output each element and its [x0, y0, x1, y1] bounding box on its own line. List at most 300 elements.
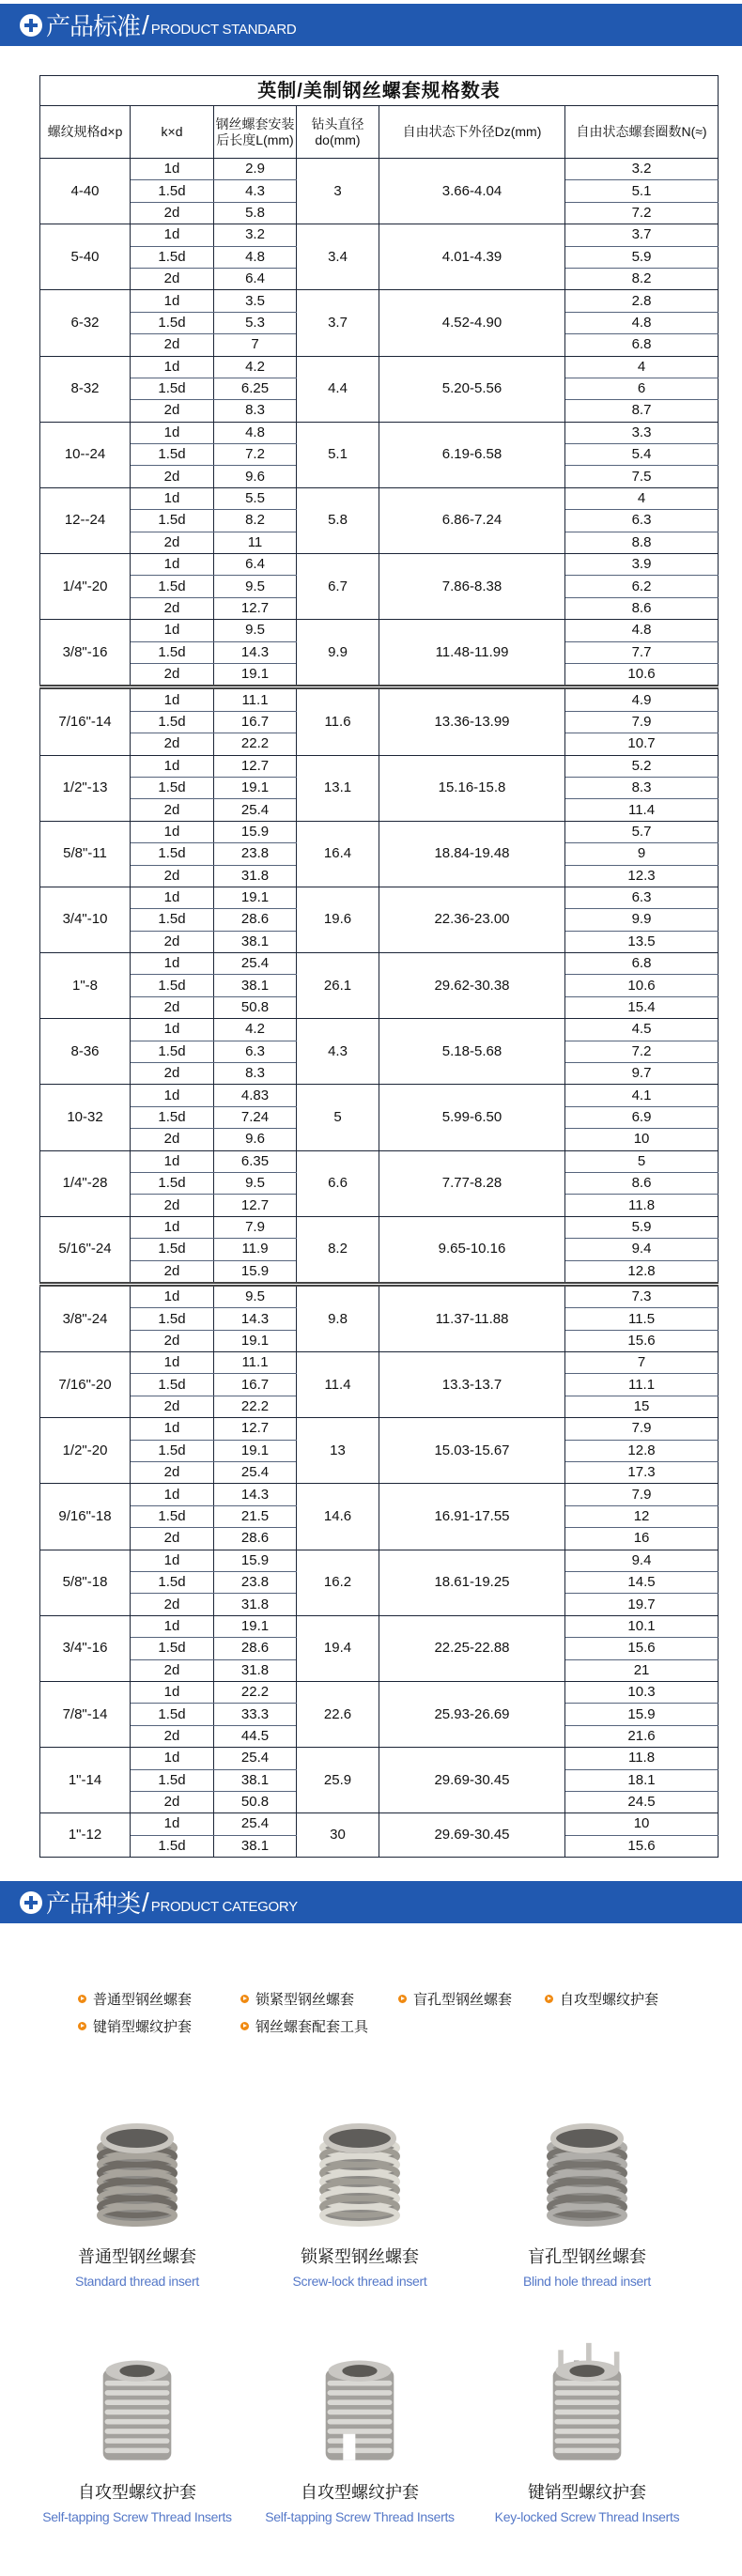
kd-cell: 1d — [131, 224, 214, 246]
coil-count-cell: 5.9 — [565, 1216, 719, 1238]
product-card[interactable] — [474, 2110, 700, 2289]
length-cell: 4.2 — [214, 1019, 297, 1041]
thread-spec-cell: 4-40 — [40, 159, 131, 224]
length-cell: 25.4 — [214, 1813, 297, 1835]
drill-diameter-cell: 30 — [297, 1813, 379, 1858]
table-row — [40, 159, 719, 180]
kd-cell: 1d — [131, 1550, 214, 1571]
section-title-en: PRODUCT STANDARD — [150, 22, 297, 38]
drill-diameter-cell: 5 — [297, 1085, 379, 1150]
length-cell: 22.2 — [214, 1396, 297, 1417]
drill-diameter-cell: 3.7 — [297, 290, 379, 356]
table-row — [40, 887, 719, 908]
length-cell: 12.7 — [214, 755, 297, 777]
thread-spec-cell: 8-36 — [40, 1019, 131, 1085]
product-name-cn: 盲孔型钢丝螺套 — [528, 2247, 646, 2266]
wire-coil-insert-lock-icon — [247, 2110, 472, 2232]
kd-cell: 1.5d — [131, 444, 214, 466]
product-standard-header — [0, 4, 742, 46]
kd-cell: 1d — [131, 1813, 214, 1835]
kd-cell: 1d — [131, 159, 214, 180]
length-cell: 7.24 — [214, 1106, 297, 1128]
plus-circle-icon — [20, 1891, 42, 1914]
table-row — [40, 1085, 719, 1106]
product-card[interactable] — [247, 2110, 472, 2289]
kd-cell: 2d — [131, 1063, 214, 1085]
coil-count-cell: 8.6 — [565, 597, 719, 619]
outer-diameter-cell: 13.36-13.99 — [379, 687, 565, 755]
spec-table — [39, 75, 719, 1858]
outer-diameter-cell: 3.66-4.04 — [379, 159, 565, 224]
drill-diameter-cell: 16.2 — [297, 1550, 379, 1615]
category-link-label: 自攻型螺纹护套 — [560, 1992, 659, 2008]
coil-count-cell: 15.6 — [565, 1638, 719, 1659]
thread-spec-cell: 3/8"-16 — [40, 620, 131, 687]
drill-diameter-cell: 6.7 — [297, 554, 379, 620]
table-row — [40, 687, 719, 711]
length-cell: 6.4 — [214, 554, 297, 576]
length-cell: 31.8 — [214, 1594, 297, 1615]
coil-count-cell: 4.9 — [565, 687, 719, 711]
coil-count-cell: 7.9 — [565, 1484, 719, 1505]
table-row — [40, 1352, 719, 1374]
coil-count-cell: 8.6 — [565, 1172, 719, 1194]
kd-cell: 2d — [131, 996, 214, 1018]
drill-diameter-cell: 19.6 — [297, 887, 379, 952]
length-cell: 28.6 — [214, 1528, 297, 1550]
coil-count-cell: 10.3 — [565, 1681, 719, 1703]
drill-diameter-cell: 22.6 — [297, 1681, 379, 1747]
kd-cell: 2d — [131, 1462, 214, 1484]
product-card[interactable] — [474, 2341, 700, 2524]
thread-spec-cell: 5/8"-18 — [40, 1550, 131, 1615]
kd-cell: 2d — [131, 733, 214, 755]
length-cell: 7 — [214, 334, 297, 356]
coil-count-cell: 15.6 — [565, 1330, 719, 1351]
column-header: 自由状态螺套圈数N(≈) — [565, 106, 719, 159]
length-cell: 44.5 — [214, 1725, 297, 1747]
kd-cell: 1.5d — [131, 180, 214, 202]
length-cell: 22.2 — [214, 1681, 297, 1703]
outer-diameter-cell: 15.16-15.8 — [379, 755, 565, 821]
outer-diameter-cell: 29.69-30.45 — [379, 1813, 565, 1858]
coil-count-cell: 3.2 — [565, 159, 719, 180]
thread-spec-cell: 5/16"-24 — [40, 1216, 131, 1284]
coil-count-cell: 7 — [565, 1352, 719, 1374]
category-link-label: 键销型螺纹护套 — [93, 2019, 193, 2035]
kd-cell: 1d — [131, 1019, 214, 1041]
length-cell: 11 — [214, 532, 297, 553]
kd-cell: 1.5d — [131, 312, 214, 333]
wire-coil-insert-icon — [24, 2110, 250, 2232]
kd-cell: 1d — [131, 1418, 214, 1440]
coil-count-cell: 7.2 — [565, 1041, 719, 1062]
kd-cell: 2d — [131, 1791, 214, 1812]
kd-cell: 1d — [131, 422, 214, 443]
coil-count-cell: 6.2 — [565, 576, 719, 597]
length-cell: 15.9 — [214, 1260, 297, 1284]
kd-cell: 2d — [131, 334, 214, 356]
drill-diameter-cell: 14.6 — [297, 1484, 379, 1550]
length-cell: 12.7 — [214, 1195, 297, 1216]
kd-cell: 1.5d — [131, 975, 214, 996]
outer-diameter-cell: 7.77-8.28 — [379, 1150, 565, 1216]
table-row — [40, 755, 719, 777]
thread-spec-cell: 7/8"-14 — [40, 1681, 131, 1747]
thread-spec-cell: 10--24 — [40, 422, 131, 487]
coil-count-cell: 5.7 — [565, 821, 719, 842]
category-link[interactable] — [78, 1989, 192, 2009]
column-header: k×d — [131, 106, 214, 159]
drill-diameter-cell: 9.9 — [297, 620, 379, 687]
length-cell: 50.8 — [214, 996, 297, 1018]
outer-diameter-cell: 7.86-8.38 — [379, 554, 565, 620]
coil-count-cell: 11.8 — [565, 1195, 719, 1216]
length-cell: 12.7 — [214, 1418, 297, 1440]
product-name-cn: 自攻型螺纹护套 — [301, 2483, 419, 2502]
title-divider: / — [142, 9, 149, 39]
length-cell: 7.9 — [214, 1216, 297, 1238]
length-cell: 9.6 — [214, 1129, 297, 1150]
kd-cell: 2d — [131, 1594, 214, 1615]
length-cell: 6.35 — [214, 1150, 297, 1172]
kd-cell: 1.5d — [131, 1041, 214, 1062]
outer-diameter-cell: 6.86-7.24 — [379, 487, 565, 553]
table-row — [40, 1550, 719, 1571]
product-name-en: Self-tapping Screw Thread Inserts — [265, 2509, 455, 2524]
coil-count-cell: 3.3 — [565, 422, 719, 443]
kd-cell: 1d — [131, 554, 214, 576]
drill-diameter-cell: 11.4 — [297, 1352, 379, 1418]
length-cell: 38.1 — [214, 1769, 297, 1791]
kd-cell: 2d — [131, 663, 214, 686]
length-cell: 25.4 — [214, 799, 297, 821]
length-cell: 4.8 — [214, 422, 297, 443]
category-link[interactable] — [398, 1989, 512, 2009]
outer-diameter-cell: 25.93-26.69 — [379, 1681, 565, 1747]
drill-diameter-cell: 8.2 — [297, 1216, 379, 1284]
kd-cell: 2d — [131, 1195, 214, 1216]
coil-count-cell: 21.6 — [565, 1725, 719, 1747]
length-cell: 9.5 — [214, 620, 297, 641]
kd-cell: 1d — [131, 755, 214, 777]
coil-count-cell: 5.4 — [565, 444, 719, 466]
product-card[interactable] — [247, 2341, 472, 2524]
table-row — [40, 1748, 719, 1769]
product-card[interactable] — [24, 2110, 250, 2289]
kd-cell: 1.5d — [131, 1172, 214, 1194]
coil-count-cell: 6.3 — [565, 510, 719, 532]
drill-diameter-cell: 9.8 — [297, 1284, 379, 1351]
category-link-label: 普通型钢丝螺套 — [93, 1992, 193, 2008]
table-row — [40, 1484, 719, 1505]
table-row — [40, 1150, 719, 1172]
product-name-en: Key-locked Screw Thread Inserts — [494, 2509, 680, 2524]
coil-count-cell: 9.9 — [565, 909, 719, 931]
coil-count-cell: 3.7 — [565, 224, 719, 246]
product-category-header — [0, 1881, 742, 1923]
outer-diameter-cell: 18.61-19.25 — [379, 1550, 565, 1615]
drill-diameter-cell: 6.6 — [297, 1150, 379, 1216]
kd-cell: 2d — [131, 799, 214, 821]
length-cell: 3.2 — [214, 224, 297, 246]
kd-cell: 1d — [131, 953, 214, 975]
length-cell: 15.9 — [214, 821, 297, 842]
column-header: 自由状态下外径Dz(mm) — [379, 106, 565, 159]
outer-diameter-cell: 29.62-30.38 — [379, 953, 565, 1019]
kd-cell: 1d — [131, 1085, 214, 1106]
self-tapping-insert-icon — [24, 2341, 250, 2468]
length-cell: 28.6 — [214, 1638, 297, 1659]
coil-count-cell: 12.8 — [565, 1440, 719, 1461]
drill-diameter-cell: 25.9 — [297, 1748, 379, 1813]
title-divider: / — [142, 1887, 149, 1917]
length-cell: 38.1 — [214, 1835, 297, 1857]
outer-diameter-cell: 11.48-11.99 — [379, 620, 565, 687]
outer-diameter-cell: 9.65-10.16 — [379, 1216, 565, 1284]
length-cell: 19.1 — [214, 1330, 297, 1351]
coil-count-cell: 11.5 — [565, 1308, 719, 1330]
coil-count-cell: 19.7 — [565, 1594, 719, 1615]
drill-diameter-cell: 5.1 — [297, 422, 379, 487]
length-cell: 50.8 — [214, 1791, 297, 1812]
length-cell: 9.5 — [214, 1284, 297, 1307]
coil-count-cell: 8.3 — [565, 777, 719, 798]
thread-spec-cell: 3/8"-24 — [40, 1284, 131, 1351]
drill-diameter-cell: 3.4 — [297, 224, 379, 290]
kd-cell: 2d — [131, 1129, 214, 1150]
play-bullet-icon — [78, 2022, 86, 2030]
coil-count-cell: 12 — [565, 1505, 719, 1527]
product-card[interactable] — [24, 2341, 250, 2524]
coil-count-cell: 10.6 — [565, 975, 719, 996]
length-cell: 7.2 — [214, 444, 297, 466]
length-cell: 16.7 — [214, 1374, 297, 1396]
outer-diameter-cell: 22.36-23.00 — [379, 887, 565, 952]
product-name-en: Blind hole thread insert — [523, 2274, 651, 2289]
kd-cell: 1.5d — [131, 1704, 214, 1725]
kd-cell: 2d — [131, 202, 214, 224]
kd-cell: 2d — [131, 931, 214, 952]
length-cell: 38.1 — [214, 931, 297, 952]
play-bullet-icon — [78, 1995, 86, 2003]
drill-diameter-cell: 13 — [297, 1418, 379, 1484]
coil-count-cell: 4.1 — [565, 1085, 719, 1106]
kd-cell: 1.5d — [131, 510, 214, 532]
table-row — [40, 554, 719, 576]
kd-cell: 1d — [131, 487, 214, 509]
coil-count-cell: 10.1 — [565, 1615, 719, 1637]
coil-count-cell: 4 — [565, 356, 719, 378]
coil-count-cell: 2.8 — [565, 290, 719, 312]
coil-count-cell: 9.4 — [565, 1550, 719, 1571]
kd-cell: 1d — [131, 290, 214, 312]
kd-cell: 1.5d — [131, 1769, 214, 1791]
drill-diameter-cell: 4.4 — [297, 356, 379, 422]
coil-count-cell: 6.8 — [565, 953, 719, 975]
drill-diameter-cell: 5.8 — [297, 487, 379, 553]
outer-diameter-cell: 5.99-6.50 — [379, 1085, 565, 1150]
kd-cell: 1d — [131, 356, 214, 378]
kd-cell: 2d — [131, 1659, 214, 1681]
play-bullet-icon — [545, 1995, 553, 2003]
coil-count-cell: 9.7 — [565, 1063, 719, 1085]
table-row — [40, 1418, 719, 1440]
kd-cell: 1.5d — [131, 1572, 214, 1594]
length-cell: 19.1 — [214, 777, 297, 798]
category-link[interactable] — [545, 1989, 658, 2009]
length-cell: 19.1 — [214, 1615, 297, 1637]
outer-diameter-cell: 5.18-5.68 — [379, 1019, 565, 1085]
length-cell: 25.4 — [214, 1462, 297, 1484]
length-cell: 12.7 — [214, 597, 297, 619]
kd-cell: 2d — [131, 466, 214, 487]
coil-count-cell: 5.1 — [565, 180, 719, 202]
length-cell: 11.1 — [214, 687, 297, 711]
table-row — [40, 1813, 719, 1835]
table-row — [40, 1216, 719, 1238]
drill-diameter-cell: 4.3 — [297, 1019, 379, 1085]
length-cell: 4.83 — [214, 1085, 297, 1106]
thread-spec-cell: 1"-14 — [40, 1748, 131, 1813]
kd-cell: 2d — [131, 1725, 214, 1747]
length-cell: 15.9 — [214, 1550, 297, 1571]
kd-cell: 1.5d — [131, 1835, 214, 1857]
kd-cell: 1.5d — [131, 1440, 214, 1461]
length-cell: 5.3 — [214, 312, 297, 333]
coil-count-cell: 7.5 — [565, 466, 719, 487]
table-row — [40, 290, 719, 312]
thread-spec-cell: 5-40 — [40, 224, 131, 290]
length-cell: 19.1 — [214, 1440, 297, 1461]
coil-count-cell: 10 — [565, 1813, 719, 1835]
kd-cell: 1d — [131, 1352, 214, 1374]
drill-diameter-cell: 11.6 — [297, 687, 379, 755]
kd-cell: 2d — [131, 597, 214, 619]
length-cell: 8.2 — [214, 510, 297, 532]
coil-count-cell: 8.2 — [565, 268, 719, 289]
section-title-cn: 产品标准 — [46, 12, 141, 40]
coil-count-cell: 5.9 — [565, 246, 719, 268]
kd-cell: 1.5d — [131, 1374, 214, 1396]
wire-coil-insert-blind-icon — [474, 2110, 700, 2232]
drill-diameter-cell: 16.4 — [297, 821, 379, 887]
length-cell: 9.5 — [214, 576, 297, 597]
kd-cell: 1.5d — [131, 1106, 214, 1128]
category-link-label: 盲孔型钢丝螺套 — [413, 1992, 513, 2008]
length-cell: 4.8 — [214, 246, 297, 268]
kd-cell: 1d — [131, 821, 214, 842]
length-cell: 11.1 — [214, 1352, 297, 1374]
category-link[interactable] — [78, 2016, 192, 2036]
outer-diameter-cell: 18.84-19.48 — [379, 821, 565, 887]
kd-cell: 2d — [131, 1528, 214, 1550]
coil-count-cell: 6.8 — [565, 334, 719, 356]
length-cell: 28.6 — [214, 909, 297, 931]
play-bullet-icon — [240, 1995, 249, 2003]
drill-diameter-cell: 3 — [297, 159, 379, 224]
coil-count-cell: 24.5 — [565, 1791, 719, 1812]
thread-spec-cell: 7/16"-20 — [40, 1352, 131, 1418]
coil-count-cell: 12.8 — [565, 1260, 719, 1284]
kd-cell: 1.5d — [131, 246, 214, 268]
coil-count-cell: 9 — [565, 843, 719, 865]
coil-count-cell: 7.2 — [565, 202, 719, 224]
product-name-en: Screw-lock thread insert — [292, 2274, 427, 2289]
table-row — [40, 620, 719, 641]
product-name-en: Self-tapping Screw Thread Inserts — [42, 2509, 232, 2524]
table-row — [40, 1615, 719, 1637]
product-name-cn: 锁紧型钢丝螺套 — [301, 2247, 419, 2266]
kd-cell: 1d — [131, 1484, 214, 1505]
kd-cell: 1.5d — [131, 711, 214, 733]
coil-count-cell: 7.9 — [565, 1418, 719, 1440]
coil-count-cell: 4.8 — [565, 312, 719, 333]
coil-count-cell: 15.6 — [565, 1835, 719, 1857]
length-cell: 6.4 — [214, 268, 297, 289]
kd-cell: 1d — [131, 1681, 214, 1703]
kd-cell: 1.5d — [131, 641, 214, 663]
thread-spec-cell: 6-32 — [40, 290, 131, 356]
length-cell: 31.8 — [214, 1659, 297, 1681]
length-cell: 19.1 — [214, 663, 297, 686]
column-header: 钻头直径do(mm) — [297, 106, 379, 159]
thread-spec-cell: 1/2"-13 — [40, 755, 131, 821]
outer-diameter-cell: 15.03-15.67 — [379, 1418, 565, 1484]
kd-cell: 1d — [131, 687, 214, 711]
category-link[interactable] — [240, 1989, 354, 2009]
coil-count-cell: 15.9 — [565, 1704, 719, 1725]
coil-count-cell: 10.7 — [565, 733, 719, 755]
coil-count-cell: 7.9 — [565, 711, 719, 733]
length-cell: 4.3 — [214, 180, 297, 202]
drill-diameter-cell: 19.4 — [297, 1615, 379, 1681]
category-link-label: 钢丝螺套配套工具 — [255, 2019, 369, 2035]
length-cell: 31.8 — [214, 865, 297, 887]
kd-cell: 2d — [131, 1396, 214, 1417]
kd-cell: 1.5d — [131, 1308, 214, 1330]
kd-cell: 1.5d — [131, 576, 214, 597]
outer-diameter-cell: 22.25-22.88 — [379, 1615, 565, 1681]
coil-count-cell: 4 — [565, 487, 719, 509]
length-cell: 6.3 — [214, 1041, 297, 1062]
table-row — [40, 821, 719, 842]
play-bullet-icon — [398, 1995, 407, 2003]
kd-cell: 1d — [131, 1150, 214, 1172]
coil-count-cell: 11.1 — [565, 1374, 719, 1396]
outer-diameter-cell: 5.20-5.56 — [379, 356, 565, 422]
plus-circle-icon — [20, 14, 42, 37]
outer-diameter-cell: 6.19-6.58 — [379, 422, 565, 487]
category-link[interactable] — [240, 2016, 368, 2036]
table-row — [40, 1284, 719, 1307]
section-title-cn: 产品种类 — [46, 1890, 141, 1918]
kd-cell: 1.5d — [131, 1505, 214, 1527]
kd-cell: 1.5d — [131, 1239, 214, 1260]
kd-cell: 2d — [131, 268, 214, 289]
outer-diameter-cell: 11.37-11.88 — [379, 1284, 565, 1351]
coil-count-cell: 15 — [565, 1396, 719, 1417]
kd-cell: 1.5d — [131, 843, 214, 865]
thread-spec-cell: 1/4"-20 — [40, 554, 131, 620]
self-tapping-insert-slotted-icon — [247, 2341, 472, 2468]
play-bullet-icon — [240, 2022, 249, 2030]
coil-count-cell: 11.4 — [565, 799, 719, 821]
kd-cell: 1d — [131, 1748, 214, 1769]
coil-count-cell: 16 — [565, 1528, 719, 1550]
coil-count-cell: 10 — [565, 1129, 719, 1150]
length-cell: 6.25 — [214, 378, 297, 399]
